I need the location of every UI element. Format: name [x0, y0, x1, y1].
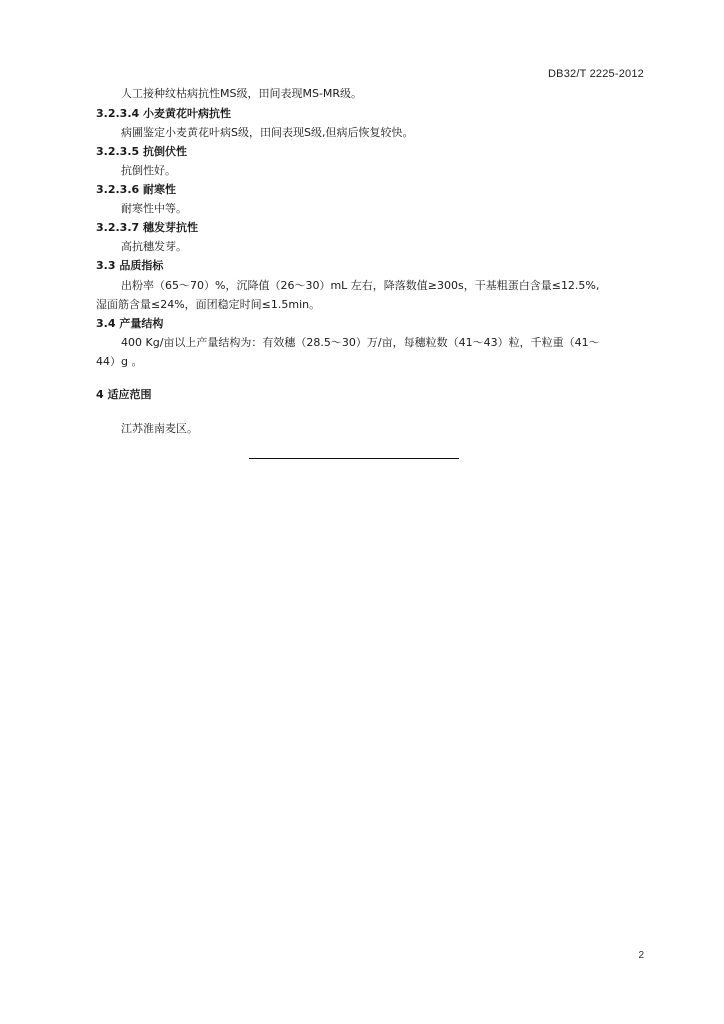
paragraph-sheath-blight: 人工接种纹枯病抗性MS级，田间表现MS-MR级。: [121, 87, 363, 100]
paragraph-yield-line-1: 400 Kg/亩以上产量结构为：有效穗（28.5～30）万/亩，每穗粒数（41～43）粒，千粒重（41～: [121, 336, 600, 349]
paragraph-yellow-mosaic: 病圃鉴定小麦黄花叶病S级，田间表现S级,但病后恢复较快。: [121, 126, 414, 139]
paragraph-cold-tolerance: 耐寒性中等。: [121, 202, 187, 215]
page-number: 2: [638, 950, 644, 961]
paragraph-yield-line-2: 44）g 。: [96, 355, 143, 368]
end-rule: [249, 458, 459, 459]
document-code: DB32/T 2225-2012: [548, 68, 644, 80]
paragraph-quality-line-2: 湿面筋含量≤24%，面团稳定时间≤1.5min。: [96, 298, 321, 311]
paragraph-sprouting: 高抗穗发芽。: [121, 240, 187, 253]
paragraph-adaptation: 江苏淮南麦区。: [121, 422, 198, 435]
heading-lodging: 3.2.3.5 抗倒伏性: [96, 145, 187, 158]
heading-quality: 3.3 品质指标: [96, 259, 164, 272]
paragraph-quality-line-1: 出粉率（65～70）%，沉降值（26～30）mL 左右，降落数值≥300s，干基粗蛋白含量≤12.5%,: [121, 279, 600, 292]
heading-cold-tolerance: 3.2.3.6 耐寒性: [96, 183, 176, 196]
heading-sprouting: 3.2.3.7 穗发芽抗性: [96, 221, 198, 234]
heading-yield: 3.4 产量结构: [96, 317, 164, 330]
paragraph-lodging: 抗倒性好。: [121, 164, 176, 177]
heading-adaptation: 4 适应范围: [96, 388, 152, 401]
heading-yellow-mosaic: 3.2.3.4 小麦黄花叶病抗性: [96, 107, 231, 120]
